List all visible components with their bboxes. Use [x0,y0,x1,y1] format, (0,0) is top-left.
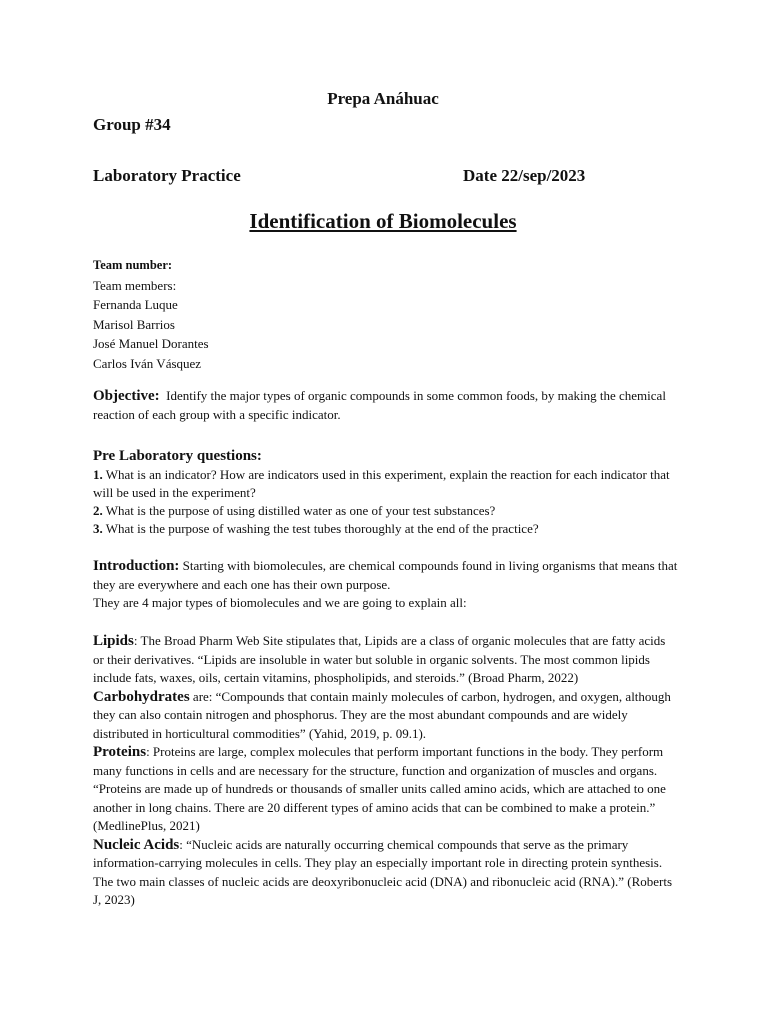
date-label: Date 22/sep/2023 [463,166,586,185]
introduction-label: Introduction: [93,558,180,574]
biomolecule-proteins: Proteins: Proteins are large, complex molecules that perform important functions in the body. They perform many functions in cells and are necessary for the structure, function and organization of muscles and organs. “Proteins are made up of hundreds or thousands of smaller units called amino acids, which are attached to one another in long chains. There are 20 different types of amino acids that can be combined to make a protein.” (MedlinePlus, 2021) [93,744,666,833]
team-section [93,256,209,373]
question-item: 2. What is the purpose of using distilled water as one of your test substances? [93,503,496,518]
introduction-text: Starting with biomolecules, are chemical compounds found in living organisms that means that they are everywhere and each one has their own purpose. [93,558,678,592]
pre-lab-section [93,447,678,538]
question-item: 3. What is the purpose of washing the test tubes thoroughly at the end of the practice? [93,521,539,536]
document-title: Identification of Biomolecules [249,209,517,233]
school-name: Prepa Anáhuac [327,89,439,108]
group-label: Group #34 [93,115,171,134]
team-member: Marisol Barrios [93,316,175,332]
objective-section [93,387,678,424]
team-member: José Manuel Dorantes [93,336,209,351]
objective-text: Identify the major types of organic compounds in some common foods, by making the chemical reaction of each group with a specific indicator. [93,388,666,422]
team-members-label: Team members: [93,277,177,293]
biomolecule-lipids: Lipids: The Broad Pharm Web Site stipulates that, Lipids are a class of organic molecules that are fatty acids or their derivatives. “Lipids are insoluble in water but soluble in organic solvents. The most common lipids include fats, waxes, oils, certain vitamins, phospholipids, and steroids.” (Broad Pharm, 2022) [93,633,666,685]
biomolecule-nucleic-acids: Nucleic Acids: “Nucleic acids are naturally occurring chemical compounds that serve as the primary information-carrying molecules in cells. They play an especially important role in directing protein synthesis. The two main classes of nucleic acids are deoxyribonucleic acid (DNA) and ribonucleic acid (RNA).” (Roberts J, 2023) [93,836,673,907]
pre-lab-label: Pre Laboratory questions: [93,448,262,464]
biomolecules-section [93,632,678,910]
biomolecule-carbohydrates: Carbohydrates are: “Compounds that contain mainly molecules of carbon, hydrogen, and oxygen, although they can also contain nitrogen and phosphorus. They are the most abundant compounds and are widely distributed in horticultural commodities” (Yahid, 2019, p. 09.1). [93,688,671,741]
team-number-label: Team number: [93,258,173,272]
team-member: Fernanda Luque [93,297,178,312]
introduction-text-2: They are 4 major types of biomolecules and we are going to explain all: [93,595,467,610]
question-item: 1. What is an indicator? How are indicators used in this experiment, explain the reaction for each indicator that will be used in the experiment? [93,467,670,500]
introduction-section [93,557,678,613]
team-member: Carlos Iván Vásquez [93,355,202,371]
practice-label: Laboratory Practice [93,166,241,185]
objective-label: Objective: [93,388,160,404]
